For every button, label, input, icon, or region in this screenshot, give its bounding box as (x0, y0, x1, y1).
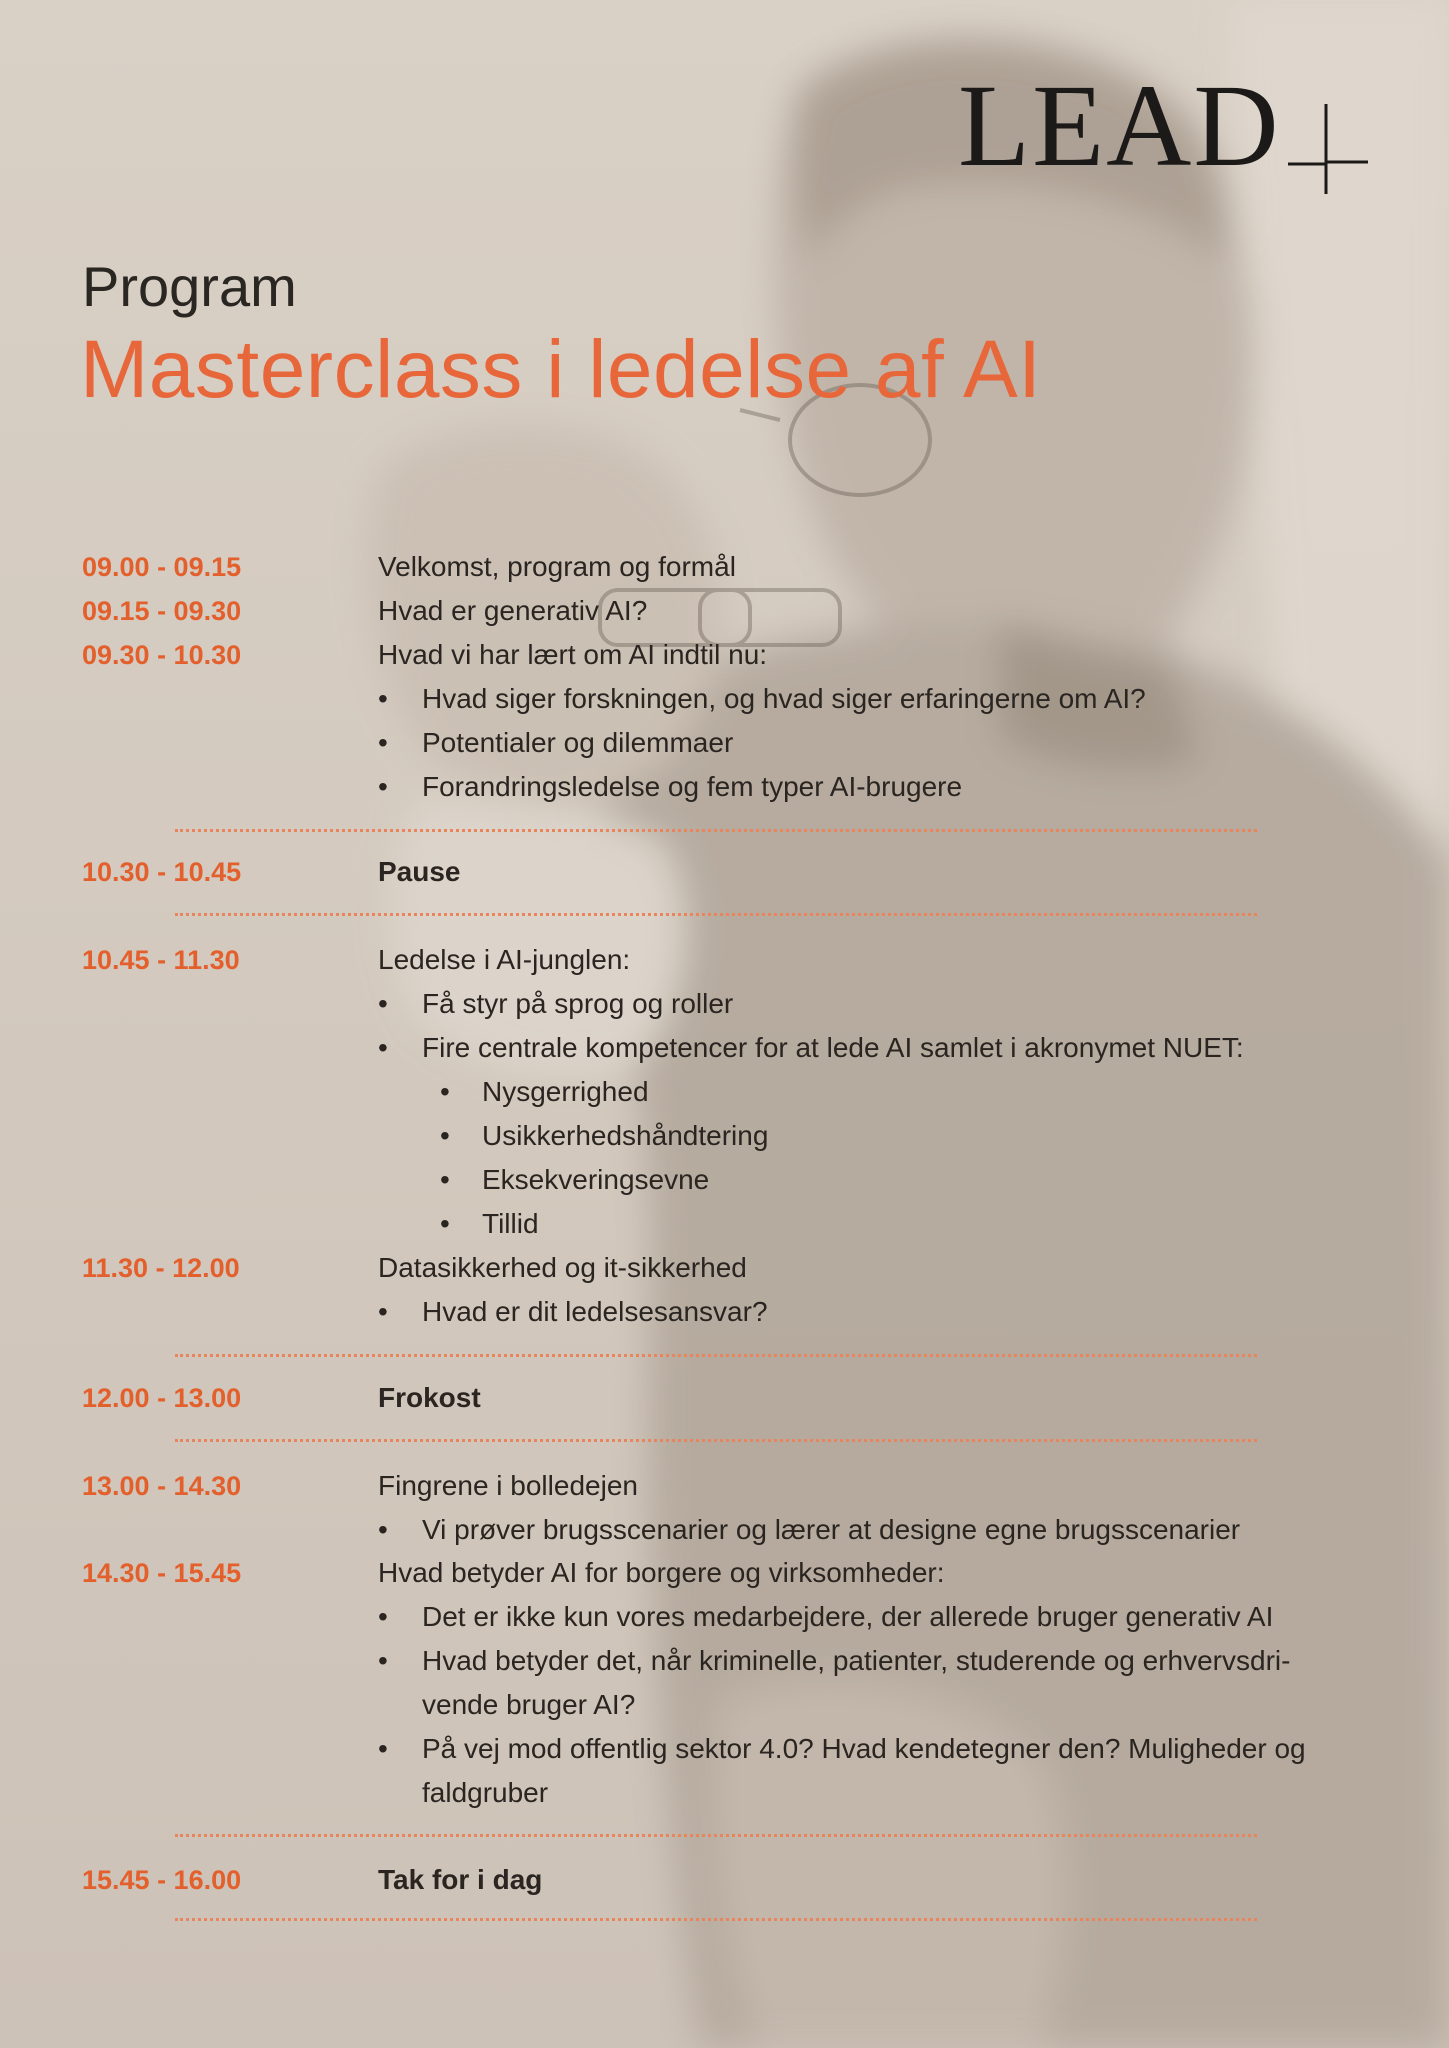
bullet-icon: • (378, 1645, 388, 1676)
agenda-time: 15.45 - 16.00 (82, 1865, 242, 1895)
agenda-break-title: Frokost (378, 1382, 481, 1413)
dotted-divider (175, 1354, 1257, 1357)
agenda-time: 10.30 - 10.45 (82, 857, 242, 887)
bullet-icon: • (440, 1208, 450, 1239)
agenda-title: Hvad er generativ AI? (378, 595, 648, 626)
dotted-divider (175, 1439, 1257, 1442)
bullet-icon: • (378, 1733, 388, 1764)
bullet-icon: • (378, 771, 388, 802)
bullet-icon: • (378, 1032, 388, 1063)
bullet-icon: • (378, 727, 388, 758)
bullet-icon: • (440, 1120, 450, 1151)
bullet-icon: • (440, 1076, 450, 1107)
logo-wordmark: LEAD (958, 60, 1281, 191)
agenda-time: 14.30 - 15.45 (82, 1558, 242, 1588)
agenda-time: 09.30 - 10.30 (82, 640, 242, 670)
agenda-title: Velkomst, program og formål (378, 551, 736, 582)
agenda-time: 10.45 - 11.30 (82, 945, 240, 975)
bullet-icon: • (378, 1296, 388, 1327)
bullet-icon: • (378, 1601, 388, 1632)
dotted-divider (175, 1834, 1257, 1837)
agenda-title: Hvad vi har lært om AI indtil nu: (378, 639, 768, 670)
agenda-title: Datasikkerhed og it-sikkerhed (378, 1252, 747, 1283)
agenda-break-title: Tak for i dag (378, 1864, 543, 1895)
agenda-time: 09.15 - 09.30 (82, 596, 242, 626)
bullet-icon: • (378, 683, 388, 714)
agenda-time: 09.00 - 09.15 (82, 552, 242, 582)
bullet-icon: • (378, 988, 388, 1019)
agenda-time: 13.00 - 14.30 (82, 1471, 242, 1501)
agenda: 09.00 - 09.15 Velkomst, program og formål 09.15 - 09.30 Hvad er generativ AI? 09.30 - 10.30 Hvad vi har lært om AI indtil nu: • Hvad siger forskningen, og hvad siger erfaringerne om AI? • Potentialer og dilemmaer • Forandringsledelse og fem typer AI-brugere 10.30 - 10.45 Pause 10.45 - 11.30 Ledelse i AI-junglen: • Få styr på sprog og roller • Fire centrale kompetencer for at lede AI samlet i akronymet NUET: • Nysgerrighed • Usikkerhedshåndtering • Eksekveringsevne • Tillid 11.30 - 12.00 Datasikkerhed og it-sikkerhed • Hvad er dit ledelsesansvar? 12.00 - 13.00 Frokost 13.00 - 14.30 Fingrene i bolledejen • Vi prøver brugsscenarier og lærer at designe egne brugsscenarier 14.30 - 15.45 Hvad betyder AI for borgere og virksomheder: • Det er ikke kun vores medarbejdere, der allerede bruger generativ AI • Hvad betyder det, når kriminelle, patienter, studerende og erhvervsdri- vende bruger AI? • På vej mod offentlig sektor 4.0? Hvad kendetegner den? Muligheder og faldgruber 15.45 - 16.00 Tak for i dag (0, 0, 1449, 2048)
bullet-icon: • (378, 1514, 388, 1545)
dotted-divider (175, 829, 1257, 832)
bullet-icon: • (440, 1164, 450, 1195)
agenda-time: 12.00 - 13.00 (82, 1383, 242, 1413)
page-kicker: Program (82, 255, 297, 318)
agenda-title: Fingrene i bolledejen (378, 1470, 638, 1501)
page-title: Masterclass i ledelse af AI (80, 324, 1042, 415)
agenda-title: Hvad betyder AI for borgere og virksomheder: (378, 1557, 945, 1588)
agenda-title: Ledelse i AI-junglen: (378, 944, 631, 975)
dotted-divider (175, 913, 1257, 916)
agenda-time: 11.30 - 12.00 (82, 1253, 240, 1283)
agenda-break-title: Pause (378, 856, 461, 887)
dotted-divider (175, 1918, 1257, 1921)
